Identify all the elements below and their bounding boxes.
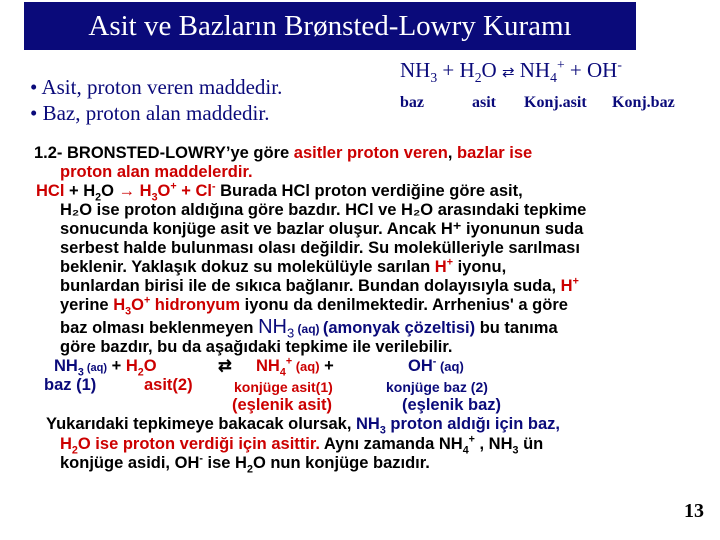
text: (aq) [436,359,464,374]
text: baz olması beklenmeyen [60,319,259,337]
label-konjuge-asit: konjüge asit(1) [234,379,333,395]
text: (aq) [294,322,323,336]
text: H [434,258,447,276]
sub: 3 [151,191,158,204]
text: ise H [202,454,247,472]
eq-sub: 3 [430,70,438,86]
text: yerine [60,296,114,314]
eq-sub: 4 [550,70,557,86]
paragraph-line: proton alan maddelerdir. [60,163,253,181]
text: O ise proton verdiği için asittir. [77,435,320,453]
sub: 2 [95,191,102,204]
text: O [157,182,171,200]
paragraph-line [60,277,579,296]
text: Yukarıdaki tepkimeye bakacak olursak, [46,415,357,433]
sub: 3 [512,444,519,457]
text: O [131,296,144,314]
label-konjuge-baz: konjüge baz (2) [386,379,488,395]
paragraph-line [60,433,544,457]
paragraph-line: serbest halde bulunması olası değildir. Su molekülleriyle sarılması [60,239,580,257]
text: O [143,357,157,375]
sup: + [468,433,475,446]
sup: + [170,180,177,193]
sup: - [199,452,203,465]
text: hidronyum [150,296,241,314]
sub: 4 [279,366,286,379]
text: H [560,277,573,295]
text: OH [408,357,433,375]
text: , [447,144,457,162]
label-eslenik-baz: (eşlenik baz) [402,396,502,414]
equilibrium-arrow-icon: ⇄ [218,357,232,375]
text: 1.2- BRONSTED-LOWRY’ye göre [34,144,294,162]
equation-line [54,357,157,378]
eq-o: O [481,58,502,82]
slide-title: Asit ve Bazların Brønsted-Lowry Kuramı [88,9,572,42]
bullet-list [30,74,282,126]
sub: 2 [71,444,78,457]
label-baz-1: baz (1) [44,376,97,394]
paragraph-line [60,318,558,339]
eq-nh4: NH [514,58,551,82]
text: NH [258,316,287,338]
text: O nun konjüge bazıdır. [252,454,430,472]
highlight-text: asitler proton veren [293,144,448,162]
paragraph-line [60,258,506,277]
text: (aq) [83,362,108,374]
paragraph-line: göre bazdır, bu da aşağıdaki tepkime ile verilebilir. [60,338,453,356]
eq-oh: + OH [564,58,618,82]
equation-line [256,355,334,379]
label-baz: baz [400,94,424,111]
page-number: 13 [684,500,704,522]
text: proton aldığı için baz, [385,415,560,433]
eq-plus: + H [437,58,475,82]
sub: 3 [379,424,386,437]
text: NH [256,357,280,375]
text: ün [518,435,544,453]
text: iyonu da denilmektedir. Arrhenius' a göre [240,296,568,314]
text: konjüge asidi, OH [60,454,200,472]
text: iyonu, [452,258,507,276]
sub: 3 [77,366,84,379]
text: HCl [36,182,65,200]
label-asit: asit [472,94,496,111]
label-asit-2: asit(2) [144,376,193,394]
sup: - [432,355,437,368]
sub: 2 [246,463,253,476]
text: NH [356,415,380,433]
eq-nh: NH [400,58,431,82]
sub: 2 [137,366,144,379]
highlight-text: bazlar ise [456,144,533,162]
paragraph-line [34,144,532,163]
equation-line [408,357,464,376]
sub: 3 [125,305,132,318]
sup: + [572,275,579,288]
text: H [113,296,126,314]
sup: + [143,294,151,307]
text: Aynı zamanda NH [319,435,463,453]
text: Burada HCl proton verdiğine göre asit, [215,182,523,200]
paragraph-line [60,294,568,318]
text: H [125,357,138,375]
text: + [107,357,126,375]
text: H [60,435,72,453]
sup: + [285,355,293,368]
title-bar [24,2,636,50]
text: NH [54,357,78,375]
text: + Cl [176,182,212,200]
sup: + [446,256,453,269]
text: → H [113,182,152,200]
label-eslenik-asit: (eşlenik asit) [232,396,332,414]
text: + [319,357,334,375]
paragraph-line: H₂O ise proton aldığına göre bazdır. HCl ve H₂O arasındaki tepkime [60,201,587,219]
sub: 4 [462,444,469,457]
text: (aq) [292,359,320,374]
text: (amonyak çözeltisi) [322,319,476,337]
text: bu tanıma [475,319,558,337]
bullet-item-base: • Baz, proton alan maddedir. [30,100,282,126]
equilibrium-arrow-icon: ⇄ [501,65,515,81]
text: bunlardan birisi ile de sıkıca bağlanır. Bundan dolayısıyla suda, [60,277,561,295]
paragraph-line [60,452,430,476]
text: , NH [474,435,513,453]
bullet-item-acid: • Asit, proton veren maddedir. [30,74,282,100]
eq-sup: - [617,57,622,72]
text: + H [64,182,96,200]
sub: 3 [286,325,295,341]
top-equation [400,57,622,86]
label-konj-asit: Konj.asit [524,94,587,111]
text: beklenir. Yaklaşık dokuz su molekülüyle sarılan [60,258,435,276]
sup: - [211,180,216,193]
equation-line [36,180,523,204]
eq-sup: + [556,57,565,72]
text: O [101,182,114,200]
eq-sub: 2 [474,70,482,86]
paragraph-line [46,415,560,437]
label-konj-baz: Konj.baz [612,94,675,111]
paragraph-line: sonucunda konjüge asit ve bazlar oluşur. Ancak H⁺ iyonunun suda [60,220,584,238]
